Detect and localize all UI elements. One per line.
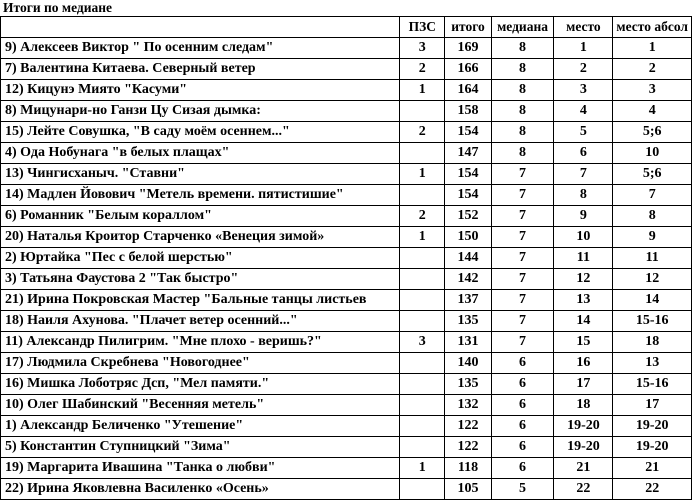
cell-psz[interactable]: 2 xyxy=(400,59,445,80)
cell-median[interactable]: 8 xyxy=(491,59,554,80)
cell-place[interactable]: 12 xyxy=(554,269,613,290)
table-row xyxy=(1,164,692,185)
cell-median[interactable]: 8 xyxy=(491,122,554,143)
cell-name[interactable]: 11) Александр Пилигрим. "Мне плохо - веришь?" xyxy=(1,332,400,353)
cell-place[interactable]: 18 xyxy=(554,395,613,416)
cell-median[interactable]: 6 xyxy=(491,395,554,416)
cell-median[interactable]: 8 xyxy=(491,143,554,164)
header-total[interactable]: итого xyxy=(445,17,491,38)
cell-psz[interactable]: 3 xyxy=(400,38,445,59)
cell-psz[interactable] xyxy=(400,311,445,332)
cell-abs-place[interactable]: 17 xyxy=(613,395,692,416)
table-row xyxy=(1,185,692,206)
cell-total[interactable]: 122 xyxy=(445,437,491,458)
table-body xyxy=(1,38,692,500)
cell-psz[interactable] xyxy=(400,416,445,437)
cell-median[interactable]: 5 xyxy=(491,479,554,500)
header-name-cell[interactable] xyxy=(1,17,400,38)
cell-place[interactable]: 7 xyxy=(554,164,613,185)
cell-median[interactable]: 7 xyxy=(491,164,554,185)
table-row xyxy=(1,353,692,374)
cell-abs-place[interactable]: 15-16 xyxy=(613,374,692,395)
cell-abs-place[interactable]: 15-16 xyxy=(613,311,692,332)
cell-place[interactable]: 11 xyxy=(554,248,613,269)
cell-abs-place[interactable]: 11 xyxy=(613,248,692,269)
cell-abs-place[interactable]: 8 xyxy=(613,206,692,227)
cell-total[interactable]: 144 xyxy=(445,248,491,269)
cell-abs-place[interactable]: 10 xyxy=(613,143,692,164)
cell-median[interactable]: 8 xyxy=(491,80,554,101)
cell-name[interactable]: 20) Наталья Кроитор Старченко «Венеция зимой» xyxy=(1,227,400,248)
cell-total[interactable]: 152 xyxy=(445,206,491,227)
cell-psz[interactable] xyxy=(400,290,445,311)
table-row xyxy=(1,395,692,416)
cell-place[interactable]: 19-20 xyxy=(554,416,613,437)
table-row xyxy=(1,80,692,101)
cell-place[interactable]: 15 xyxy=(554,332,613,353)
table-row xyxy=(1,248,692,269)
cell-total[interactable]: 154 xyxy=(445,164,491,185)
cell-total[interactable]: 154 xyxy=(445,185,491,206)
cell-abs-place[interactable]: 19-20 xyxy=(613,416,692,437)
header-psz[interactable]: ПЗС xyxy=(400,17,445,38)
cell-name[interactable]: 15) Лейте Совушка, "В саду моём осеннем..." xyxy=(1,122,400,143)
cell-place[interactable]: 3 xyxy=(554,80,613,101)
cell-place[interactable]: 19-20 xyxy=(554,437,613,458)
cell-psz[interactable] xyxy=(400,437,445,458)
table-row xyxy=(1,269,692,290)
cell-name[interactable]: 12) Кицунэ Миято "Касуми" xyxy=(1,80,400,101)
cell-place[interactable]: 13 xyxy=(554,290,613,311)
cell-abs-place[interactable]: 4 xyxy=(613,101,692,122)
cell-name[interactable]: 18) Наиля Ахунова. "Плачет ветер осенний..." xyxy=(1,311,400,332)
cell-psz[interactable]: 1 xyxy=(400,80,445,101)
cell-median[interactable]: 8 xyxy=(491,38,554,59)
cell-abs-place[interactable]: 3 xyxy=(613,80,692,101)
cell-abs-place[interactable]: 12 xyxy=(613,269,692,290)
cell-abs-place[interactable]: 13 xyxy=(613,353,692,374)
table-row xyxy=(1,143,692,164)
cell-name[interactable]: 7) Валентина Китаева. Северный ветер xyxy=(1,59,400,80)
cell-median[interactable]: 6 xyxy=(491,353,554,374)
cell-total[interactable]: 169 xyxy=(445,38,491,59)
cell-name[interactable]: 5) Константин Ступницкий "Зима" xyxy=(1,437,400,458)
cell-total[interactable]: 140 xyxy=(445,353,491,374)
cell-total[interactable]: 158 xyxy=(445,101,491,122)
cell-total[interactable]: 164 xyxy=(445,80,491,101)
cell-name[interactable]: 10) Олег Шабинский "Весенняя метель" xyxy=(1,395,400,416)
table-row xyxy=(1,458,692,479)
cell-name[interactable]: 6) Романник "Белым кораллом" xyxy=(1,206,400,227)
sheet-title[interactable]: Итоги по медиане xyxy=(3,0,113,15)
table-row xyxy=(1,227,692,248)
table-row xyxy=(1,59,692,80)
cell-total[interactable]: 154 xyxy=(445,122,491,143)
cell-median[interactable]: 6 xyxy=(491,458,554,479)
cell-total[interactable]: 131 xyxy=(445,332,491,353)
cell-total[interactable]: 150 xyxy=(445,227,491,248)
cell-total[interactable]: 166 xyxy=(445,59,491,80)
cell-median[interactable]: 7 xyxy=(491,290,554,311)
cell-abs-place[interactable]: 7 xyxy=(613,185,692,206)
cell-median[interactable]: 7 xyxy=(491,311,554,332)
cell-place[interactable]: 6 xyxy=(554,143,613,164)
cell-psz[interactable] xyxy=(400,395,445,416)
table-row xyxy=(1,332,692,353)
cell-psz[interactable] xyxy=(400,248,445,269)
cell-place[interactable]: 22 xyxy=(554,479,613,500)
cell-total[interactable]: 147 xyxy=(445,143,491,164)
cell-psz[interactable] xyxy=(400,479,445,500)
table-row xyxy=(1,437,692,458)
cell-psz[interactable] xyxy=(400,101,445,122)
cell-median[interactable]: 7 xyxy=(491,332,554,353)
cell-median[interactable]: 7 xyxy=(491,227,554,248)
cell-psz[interactable]: 1 xyxy=(400,227,445,248)
cell-psz[interactable] xyxy=(400,185,445,206)
cell-psz[interactable]: 2 xyxy=(400,206,445,227)
cell-name[interactable]: 21) Ирина Покровская Мастер "Бальные танцы листьев xyxy=(1,290,400,311)
cell-abs-place[interactable]: 21 xyxy=(613,458,692,479)
cell-psz[interactable] xyxy=(400,269,445,290)
cell-abs-place[interactable]: 18 xyxy=(613,332,692,353)
cell-psz[interactable] xyxy=(400,353,445,374)
cell-total[interactable]: 118 xyxy=(445,458,491,479)
cell-abs-place[interactable]: 5;6 xyxy=(613,122,692,143)
header-row xyxy=(1,17,692,38)
results-table xyxy=(0,16,692,500)
cell-abs-place[interactable]: 19-20 xyxy=(613,437,692,458)
cell-name[interactable]: 2) Юртайка "Пес с белой шерстью" xyxy=(1,248,400,269)
cell-psz[interactable]: 1 xyxy=(400,164,445,185)
cell-total[interactable]: 135 xyxy=(445,311,491,332)
table-row xyxy=(1,416,692,437)
cell-name[interactable]: 19) Маргарита Ивашина "Танка о любви" xyxy=(1,458,400,479)
cell-psz[interactable] xyxy=(400,143,445,164)
cell-place[interactable]: 21 xyxy=(554,458,613,479)
cell-median[interactable]: 8 xyxy=(491,101,554,122)
header-abs-place[interactable]: место абсол xyxy=(613,17,692,38)
cell-median[interactable]: 6 xyxy=(491,437,554,458)
cell-name[interactable]: 13) Чингисханыч. "Ставни" xyxy=(1,164,400,185)
table-row xyxy=(1,38,692,59)
cell-total[interactable]: 137 xyxy=(445,290,491,311)
cell-place[interactable]: 1 xyxy=(554,38,613,59)
cell-place[interactable]: 10 xyxy=(554,227,613,248)
header-place[interactable]: место xyxy=(554,17,613,38)
cell-place[interactable]: 8 xyxy=(554,185,613,206)
cell-name[interactable]: 16) Мишка Лоботряс Дсп, "Мел памяти." xyxy=(1,374,400,395)
cell-name[interactable]: 8) Мицунари-но Ганзи Цу Сизая дымка: xyxy=(1,101,400,122)
table-row xyxy=(1,311,692,332)
table-row xyxy=(1,101,692,122)
cell-median[interactable]: 6 xyxy=(491,374,554,395)
cell-total[interactable]: 122 xyxy=(445,416,491,437)
cell-place[interactable]: 4 xyxy=(554,101,613,122)
table-row xyxy=(1,374,692,395)
cell-place[interactable]: 14 xyxy=(554,311,613,332)
cell-total[interactable]: 135 xyxy=(445,374,491,395)
cell-place[interactable]: 17 xyxy=(554,374,613,395)
cell-median[interactable]: 7 xyxy=(491,206,554,227)
cell-total[interactable]: 142 xyxy=(445,269,491,290)
cell-place[interactable]: 2 xyxy=(554,59,613,80)
cell-name[interactable]: 14) Мадлен Йовович "Метель времени. пятистишие" xyxy=(1,185,400,206)
cell-psz[interactable]: 1 xyxy=(400,458,445,479)
cell-abs-place[interactable]: 14 xyxy=(613,290,692,311)
cell-place[interactable]: 16 xyxy=(554,353,613,374)
cell-name[interactable]: 22) Ирина Яковлевна Василенко «Осень» xyxy=(1,479,400,500)
cell-place[interactable]: 9 xyxy=(554,206,613,227)
table-row xyxy=(1,290,692,311)
cell-name[interactable]: 17) Людмила Скребнева "Новогоднее" xyxy=(1,353,400,374)
cell-median[interactable]: 7 xyxy=(491,185,554,206)
cell-name[interactable]: 9) Алексеев Виктор " По осенним следам" xyxy=(1,38,400,59)
table-row xyxy=(1,122,692,143)
cell-psz[interactable]: 3 xyxy=(400,332,445,353)
cell-total[interactable]: 105 xyxy=(445,479,491,500)
cell-median[interactable]: 7 xyxy=(491,248,554,269)
cell-median[interactable]: 7 xyxy=(491,269,554,290)
cell-name[interactable]: 3) Татьяна Фаустова 2 "Так быстро" xyxy=(1,269,400,290)
cell-psz[interactable] xyxy=(400,374,445,395)
cell-abs-place[interactable]: 9 xyxy=(613,227,692,248)
cell-abs-place[interactable]: 22 xyxy=(613,479,692,500)
cell-abs-place[interactable]: 2 xyxy=(613,59,692,80)
cell-name[interactable]: 1) Александр Беличенко "Утешение" xyxy=(1,416,400,437)
cell-place[interactable]: 5 xyxy=(554,122,613,143)
cell-median[interactable]: 6 xyxy=(491,416,554,437)
table-row xyxy=(1,479,692,500)
cell-psz[interactable]: 2 xyxy=(400,122,445,143)
cell-abs-place[interactable]: 5;6 xyxy=(613,164,692,185)
header-median[interactable]: медиана xyxy=(491,17,554,38)
cell-abs-place[interactable]: 1 xyxy=(613,38,692,59)
cell-total[interactable]: 132 xyxy=(445,395,491,416)
table-row xyxy=(1,206,692,227)
cell-name[interactable]: 4) Ода Нобунага "в белых плащах" xyxy=(1,143,400,164)
